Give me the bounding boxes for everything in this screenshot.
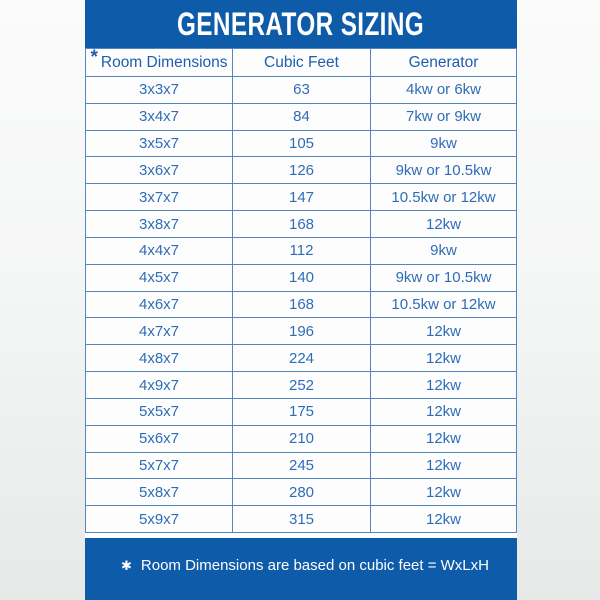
generator-cell: 9kw <box>430 135 457 153</box>
generator-cell: 12kw <box>425 510 462 528</box>
generator-cell: 12kw <box>425 376 462 394</box>
cubic-feet-cell: 315 <box>233 506 371 532</box>
room-dimensions-cell: 5x7x7 <box>86 453 233 479</box>
table-row <box>86 265 516 292</box>
table-row <box>86 345 516 372</box>
generator-cell: 7kw or 9kw <box>405 108 482 126</box>
table-row <box>86 131 516 158</box>
cubic-feet-cell: 112 <box>233 238 371 264</box>
cubic-feet-cell: 280 <box>233 479 371 505</box>
table-row <box>86 372 516 399</box>
table-row <box>86 426 516 453</box>
room-dimensions-cell: 4x5x7 <box>86 265 233 291</box>
room-dimensions-cell: 3x5x7 <box>86 131 233 157</box>
room-dimensions-cell: 4x8x7 <box>86 345 233 371</box>
table-row <box>86 157 516 184</box>
column-header-label: Room Dimensions <box>100 53 228 71</box>
table-row <box>86 399 516 426</box>
table-row <box>86 506 516 532</box>
generator-cell: 12kw <box>425 430 462 448</box>
room-dimensions-cell: 5x5x7 <box>86 399 233 425</box>
table-row <box>86 77 516 104</box>
table-row <box>86 479 516 506</box>
table-row <box>86 453 516 480</box>
generator-cell: 12kw <box>425 403 462 421</box>
generator-cell: 12kw <box>425 457 462 474</box>
footnote-bar <box>85 538 517 600</box>
generator-cell: 12kw <box>425 349 462 367</box>
room-dimensions-cell: 3x4x7 <box>86 104 233 130</box>
cubic-feet-cell: 147 <box>233 184 371 210</box>
table-body <box>86 77 516 532</box>
column-header-cubic-feet: Cubic Feet <box>233 49 371 76</box>
star-icon: ✱ <box>121 557 132 573</box>
cubic-feet-cell: 84 <box>233 104 371 130</box>
generator-cell: 10.5kw or 12kw <box>391 296 496 314</box>
room-dimensions-cell: 5x6x7 <box>86 426 233 452</box>
title-banner <box>85 0 517 48</box>
asterisk-note-marker: * <box>90 46 98 68</box>
generator-cell: 9kw or 10.5kw <box>395 269 492 287</box>
column-header-generator: Generator <box>408 53 479 71</box>
generator-cell: 12kw <box>425 215 462 233</box>
cubic-feet-cell: 140 <box>233 265 371 291</box>
generator-cell: 10.5kw or 12kw <box>391 188 496 206</box>
generator-cell: 12kw <box>425 322 462 340</box>
table-row <box>86 184 516 211</box>
generator-cell: 4kw or 6kw <box>405 81 482 99</box>
page-title: GENERATOR SIZING <box>177 6 425 42</box>
table-row <box>86 104 516 131</box>
footnote-text: Room Dimensions are based on cubic feet = WxLxH <box>140 556 489 574</box>
room-dimensions-cell: 3x7x7 <box>86 184 233 210</box>
cubic-feet-cell: 175 <box>233 399 371 425</box>
table-row <box>86 238 516 265</box>
sizing-table <box>85 48 517 533</box>
cubic-feet-cell: 126 <box>233 157 371 183</box>
table-header-row <box>86 46 516 77</box>
cubic-feet-cell: 196 <box>233 318 371 344</box>
table-row <box>86 292 516 319</box>
room-dimensions-cell: 3x6x7 <box>86 157 233 183</box>
room-dimensions-cell: 4x7x7 <box>86 318 233 344</box>
cubic-feet-cell: 168 <box>233 292 371 318</box>
room-dimensions-cell: 3x8x7 <box>86 211 233 237</box>
room-dimensions-cell: 3x3x7 <box>86 77 233 103</box>
room-dimensions-cell: 4x9x7 <box>86 372 233 398</box>
cubic-feet-cell: 245 <box>233 453 371 479</box>
room-dimensions-cell: 5x9x7 <box>86 506 233 532</box>
generator-sizing-card <box>85 0 517 600</box>
cubic-feet-cell: 168 <box>233 211 371 237</box>
generator-cell: 9kw or 10.5kw <box>395 161 492 179</box>
cubic-feet-cell: 63 <box>233 77 371 103</box>
column-header-room-dimensions <box>86 46 233 76</box>
cubic-feet-cell: 105 <box>233 131 371 157</box>
room-dimensions-cell: 4x4x7 <box>86 238 233 264</box>
generator-cell: 9kw <box>430 242 457 260</box>
cubic-feet-cell: 224 <box>233 345 371 371</box>
generator-cell: 12kw <box>425 483 462 501</box>
cubic-feet-cell: 210 <box>233 426 371 452</box>
table-row <box>86 211 516 238</box>
cubic-feet-cell: 252 <box>233 372 371 398</box>
room-dimensions-cell: 5x8x7 <box>86 479 233 505</box>
room-dimensions-cell: 4x6x7 <box>86 292 233 318</box>
table-row <box>86 318 516 345</box>
